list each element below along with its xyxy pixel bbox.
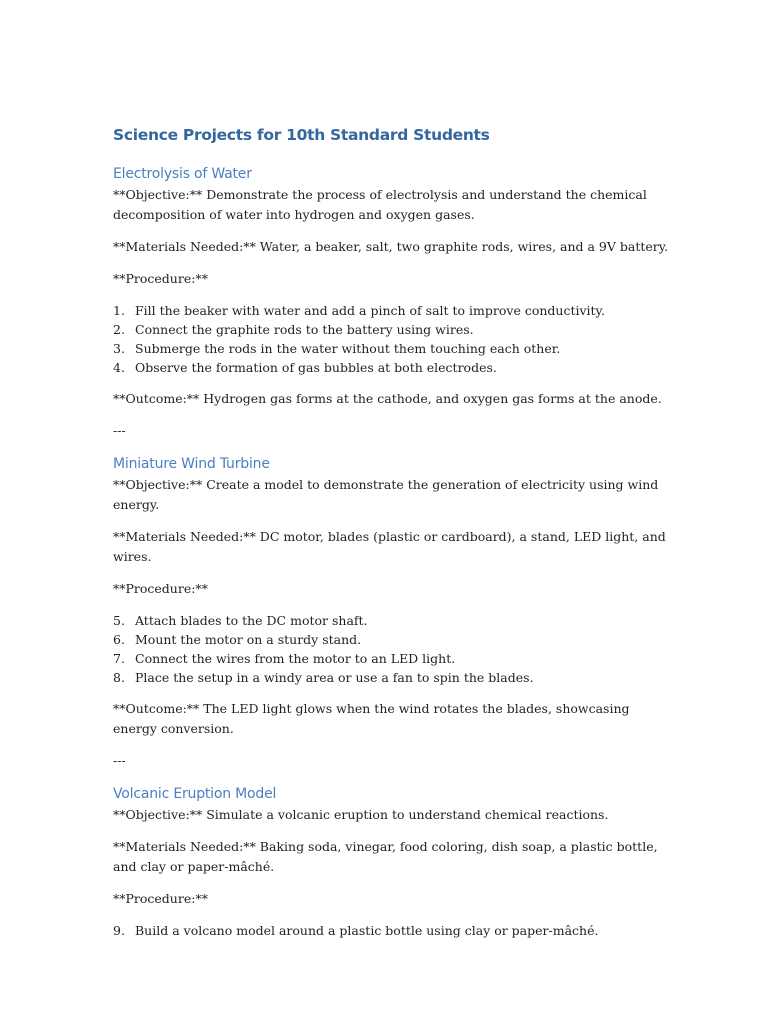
list-item [113,630,673,649]
list-number: 9. [113,923,125,938]
list-number: 3. [113,341,125,356]
list-number: 5. [113,613,125,628]
list-item [113,339,673,358]
list-text: Mount the motor on a sturdy stand. [135,632,362,647]
list-text: Submerge the rods in the water without them touching each other. [135,341,561,356]
section-electrolysis [113,163,673,441]
procedure-label: **Procedure:** [113,581,208,596]
document-title: Science Projects for 10th Standard Students [113,126,490,144]
section-volcano [113,783,673,940]
section-heading: Volcanic Eruption Model [113,786,277,802]
section-heading: Electrolysis of Water [113,166,252,182]
outcome-text: **Outcome:** The LED light glows when the wind rotates the blades, showcasing energy conversion. [113,701,630,736]
objective-text: **Objective:** Create a model to demonstrate the generation of electricity using wind energy. [113,477,659,512]
procedure-label: **Procedure:** [113,891,208,906]
list-text: Place the setup in a windy area or use a fan to spin the blades. [135,670,534,685]
list-item [113,301,673,320]
list-item [113,611,673,630]
list-text: Attach blades to the DC motor shaft. [135,613,368,628]
section-separator: --- [113,753,126,768]
list-text: Build a volcano model around a plastic bottle using clay or paper-mâché. [135,923,599,938]
objective-text: **Objective:** Demonstrate the process of electrolysis and understand the chemical decomposition of water into hydrogen and oxygen gases. [113,187,647,222]
procedure-list [113,611,673,687]
list-item [113,921,673,940]
list-number: 4. [113,360,125,375]
outcome-text: **Outcome:** Hydrogen gas forms at the cathode, and oxygen gas forms at the anode. [113,391,662,406]
list-item [113,668,673,687]
procedure-list [113,921,673,940]
section-wind-turbine [113,453,673,771]
list-text: Observe the formation of gas bubbles at both electrodes. [135,360,497,375]
procedure-label: **Procedure:** [113,271,208,286]
objective-text: **Objective:** Simulate a volcanic eruption to understand chemical reactions. [113,807,609,822]
document-page [113,122,673,952]
list-number: 8. [113,670,125,685]
section-separator: --- [113,423,126,438]
materials-text: **Materials Needed:** Baking soda, vinegar, food coloring, dish soap, a plastic bottle, and clay or paper-mâché. [113,839,658,874]
materials-text: **Materials Needed:** DC motor, blades (plastic or cardboard), a stand, LED light, and wires. [113,529,666,564]
list-number: 1. [113,303,125,318]
procedure-list [113,301,673,377]
list-text: Connect the graphite rods to the battery using wires. [135,322,474,337]
list-text: Connect the wires from the motor to an LED light. [135,651,456,666]
list-text: Fill the beaker with water and add a pinch of salt to improve conductivity. [135,303,605,318]
list-number: 2. [113,322,125,337]
list-item [113,358,673,377]
materials-text: **Materials Needed:** Water, a beaker, salt, two graphite rods, wires, and a 9V battery. [113,239,669,254]
list-number: 7. [113,651,125,666]
list-item [113,320,673,339]
list-number: 6. [113,632,125,647]
section-heading: Miniature Wind Turbine [113,456,270,472]
list-item [113,649,673,668]
